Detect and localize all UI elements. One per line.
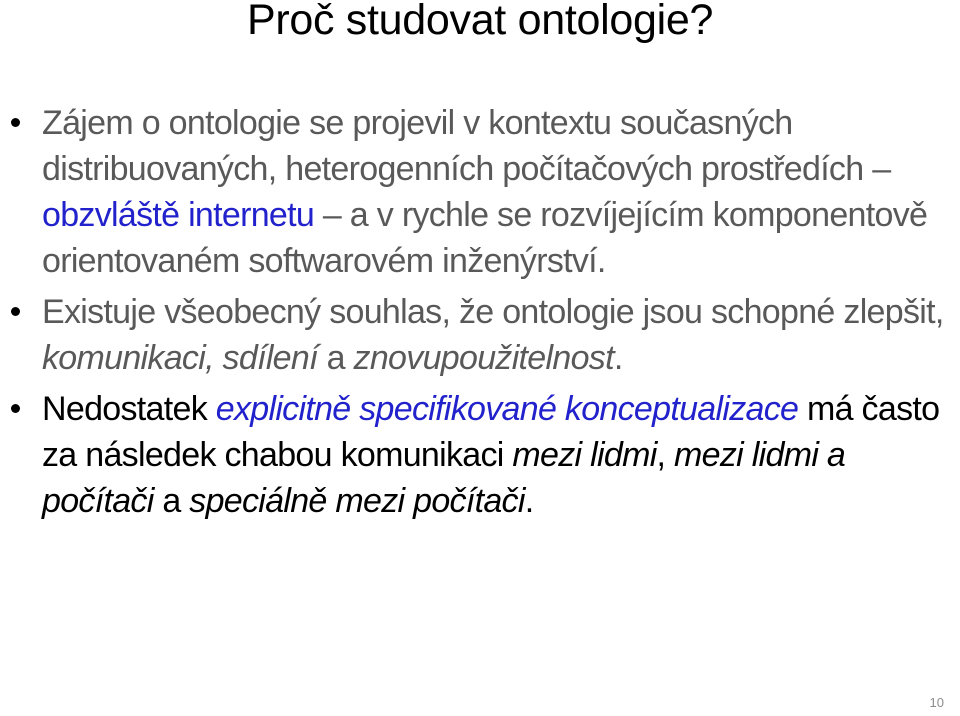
bullet-text: a [153, 482, 190, 520]
bullet-text: . [524, 482, 534, 520]
bullet-item [0, 100, 960, 284]
emphasis-text: komunikaci, sdílení [42, 339, 318, 377]
bullet-text: má často za následek chabou komunikaci [42, 390, 940, 474]
bullet-text: , [656, 436, 675, 474]
bullet-text: a [317, 339, 354, 377]
bullet-text: . [613, 339, 623, 377]
highlight-text: obzvláště internetu [42, 196, 315, 234]
bullet-list [0, 100, 960, 529]
emphasis-text: znovupoužitelnost [353, 339, 614, 377]
highlight-text: explicitně specifikované konceptualizace [215, 390, 799, 428]
bullet-text: Nedostatek [42, 390, 216, 428]
emphasis-text: speciálně mezi počítači [189, 482, 525, 520]
slide-title: Proč studovat ontologie? [246, 0, 714, 44]
emphasis-text: mezi lidmi [512, 436, 657, 474]
emphasis-text: mezi lidmi a počítači [42, 436, 846, 520]
bullet-text: Existuje všeobecný souhlas, že ontologie jsou schopné zlepšit, [42, 293, 944, 331]
bullet-text: Zájem o ontologie se projevil v kontextu současných distribuovaných, heterogenních počítačových prostředích – [42, 104, 891, 188]
bullet-text: – a v rychle se rozvíjejícím komponentově orientovaném softwarovém inženýrství. [42, 196, 928, 280]
page-number: 10 [929, 695, 944, 710]
bullet-item [0, 289, 960, 381]
bullet-item [0, 386, 960, 524]
